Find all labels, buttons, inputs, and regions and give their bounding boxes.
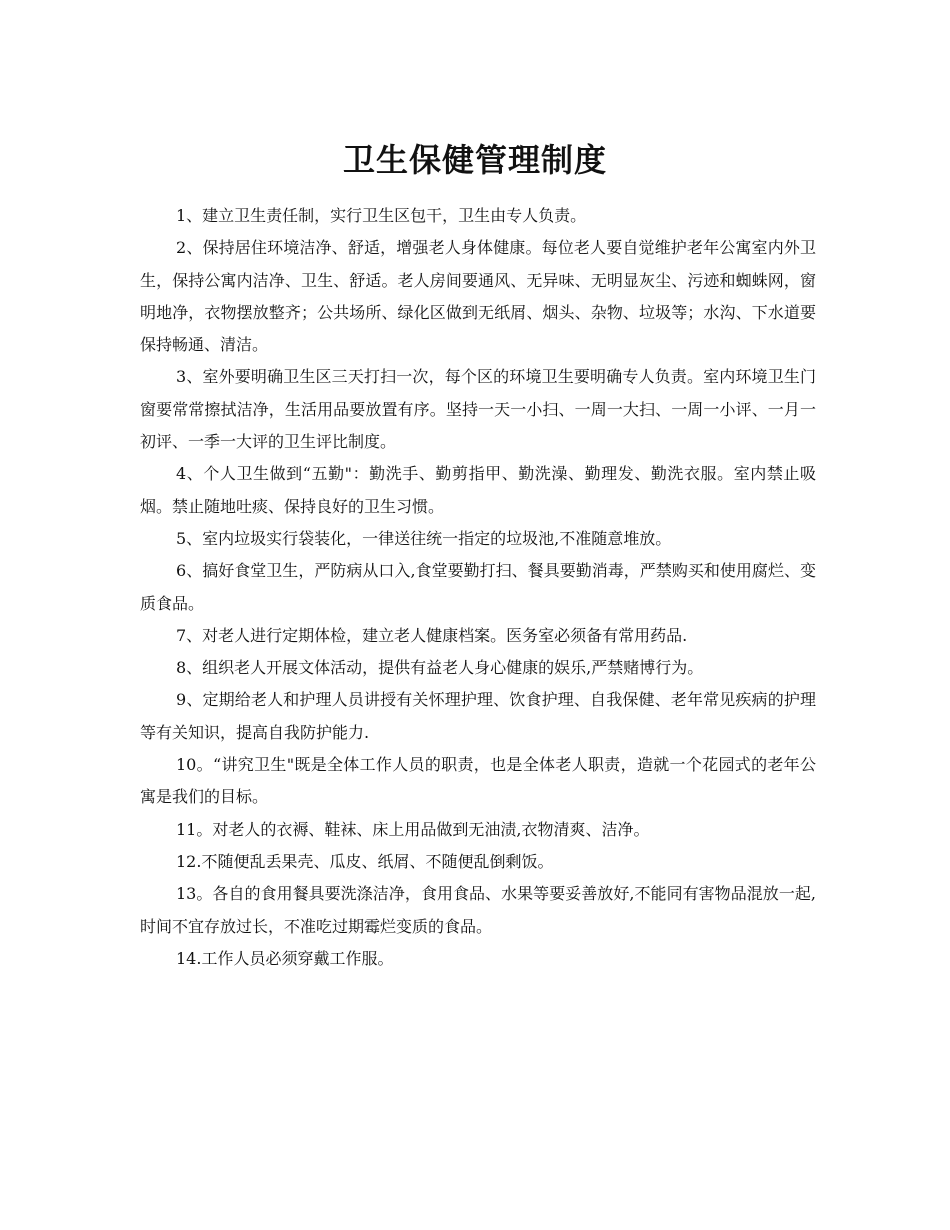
paragraph-1: 1、建立卫生责任制，实行卫生区包干，卫生由专人负责。: [176, 206, 587, 225]
paragraph-3: 3、室外要明确卫生区三天打扫一次，每个区的环境卫生要明确专人负责。室内环境卫生门窗要常常擦拭洁净，生活用品要放置有序。坚持一天一小扫、一周一大扫、一周一小评、一月一初评、一季一大评的卫生评比制度。: [140, 367, 816, 452]
paragraph-10: 10。“讲究卫生"既是全体工作人员的职责，也是全体老人职责，造就一个花园式的老年公寓是我们的目标。: [140, 755, 816, 807]
paragraph-13: 13。各自的食用餐具要洗涤洁净，食用食品、水果等要妥善放好,不能同有害物品混放一起,时间不宜存放过长，不准吃过期霉烂变质的食品。: [140, 884, 816, 936]
document-body: [140, 200, 816, 975]
paragraph-6: 6、搞好食堂卫生，严防病从口入,食堂要勤打扫、餐具要勤消毒，严禁购买和使用腐烂、变质食品。: [140, 561, 816, 613]
paragraph-12: 12.不随便乱丢果壳、瓜皮、纸屑、不随便乱倒剩饭。: [176, 851, 554, 871]
paragraph-4: 4、个人卫生做到“五勤"：勤洗手、勤剪指甲、勤洗澡、勤理发、勤洗衣服。室内禁止吸烟。禁止随地吐痰、保持良好的卫生习惯。: [140, 464, 816, 516]
paragraph-11: 11。对老人的衣褥、鞋袜、床上用品做到无油渍,衣物清爽、洁净。: [176, 819, 650, 839]
paragraph-8: 8、组织老人开展文体活动，提供有益老人身心健康的娱乐,严禁赌博行为。: [176, 658, 704, 678]
paragraph-5: 5、室内垃圾实行袋装化，一律送往统一指定的垃圾池,不准随意堆放。: [176, 528, 672, 548]
paragraph-2: 2、保持居住环境洁净、舒适，增强老人身体健康。每位老人要自觉维护老年公寓室内外卫生，保持公寓内洁净、卫生、舒适。老人房间要通风、无异味、无明显灰尘、污迹和蜘蛛网，窗明地净，衣物摆放整齐；公共场所、绿化区做到无纸屑、烟头、杂物、垃圾等；水沟、下水道要保持畅通、清洁。: [140, 238, 816, 355]
paragraph-9: 9、定期给老人和护理人员讲授有关怀理护理、饮食护理、自我保健、老年常见疾病的护理等有关知识，提高自我防护能力.: [140, 690, 816, 742]
document-title: 卫生保健管理制度: [342, 141, 607, 179]
paragraph-7: 7、对老人进行定期体检，建立老人健康档案。医务室必须备有常用药品.: [176, 625, 688, 645]
paragraph-14: 14.工作人员必须穿戴工作服。: [176, 948, 394, 968]
